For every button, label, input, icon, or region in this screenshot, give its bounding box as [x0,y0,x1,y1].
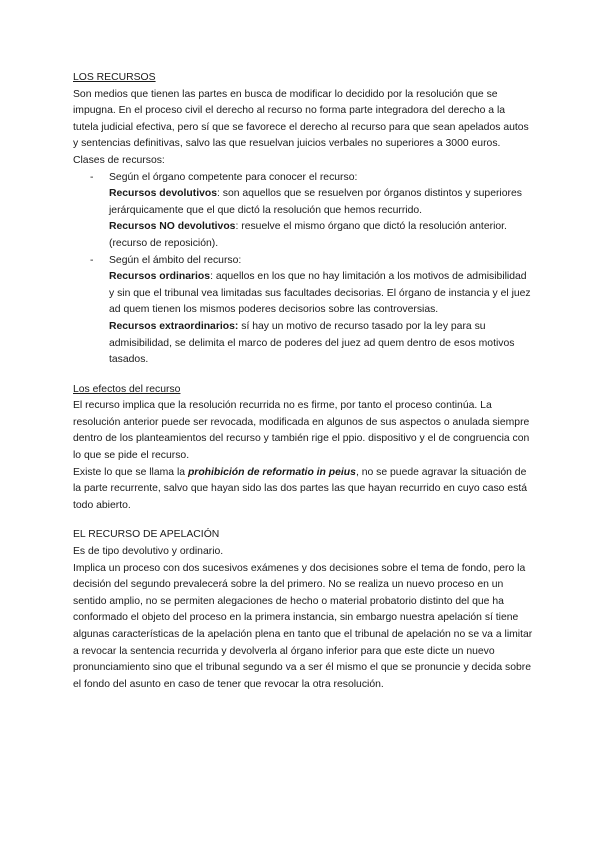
document-body [73,70,533,693]
recursos-intro: Son medios que tienen las partes en busca de modificar lo decidido por la resolución que se impugna. En el proceso civil el derecho al recurso no forma parte integradora del derecho a la tutela judicial efectiva, pero sí que se favorece el derecho al recurso para que sean apelados autos y sentencias definitivas, salvo las que resuelvan juicios verbales no superiores a 3000 euros. [73,88,529,150]
efectos-p2-pre: Existe lo que se llama la [73,466,188,478]
list-item-organo [73,170,533,187]
efectos-paragraph-2 [73,465,533,515]
section-recursos [73,70,533,369]
apelacion-paragraph-1: Es de tipo devolutivo y ordinario. [73,546,224,558]
section-efectos [73,382,533,515]
sub-item-ordinarios [73,269,533,319]
term-ordinarios: Recursos ordinarios [109,271,211,283]
def-no-devolutivos: : resuelve el mismo órgano que dictó la resolución anterior. (recurso de reposición). [109,221,507,249]
bullet-dash: - [90,254,94,266]
reformatio-term: prohibición de reformatio in peius [187,466,356,478]
list-item-ambito [73,253,533,270]
section-title-apelacion: EL RECURSO DE APELACIÓN [73,529,220,541]
section-title-recursos: LOS RECURSOS [73,72,156,83]
clases-label: Clases de recursos: [73,154,165,166]
list-item-label: Según el órgano competente para conocer el recurso: [109,171,358,183]
section-apelacion [73,527,533,693]
sub-item-extraordinarios [73,319,533,369]
spacer [73,514,533,527]
efectos-p2-post: , no se puede agravar la situación de la parte recurrente, salvo que hayan sido las dos partes las que hayan recurrido en cuyo caso está todo abierto. [73,466,527,511]
sub-item-devolutivos [73,186,533,219]
list-item-label: Según el ámbito del recurso: [109,254,242,266]
apelacion-paragraph-2: Implica un proceso con dos sucesivos exámenes y dos decisiones sobre el tema de fondo, pero la decisión del segundo prevalecerá sobre la del primero. No se realiza un nuevo proceso en un sentido amplio, no se permiten alegaciones de hecho o material probatorio distinto del que ha conformado el objeto del proceso en la primera instancia, sin embargo nuestra apelación sí tiene algunas características de la apelación plena en tanto que el tribunal de apelación no se va a limitar a revocar la sentencia recurrida y devolverla al órgano inferior para que este dicte un nuevo pronunciamiento sino que el tribunal segundo va a ser él mismo el que se pronuncie y decida sobre el fondo del asunto en caso de tener que revocar la otra resolución. [73,562,533,690]
spacer [73,369,533,382]
def-ordinarios: : aquellos en los que no hay limitación a los motivos de admisibilidad y sin que el tribunal vea limitadas sus facultades decisorias. El órgano de instancia y el juez ad quem tienen los mismos poderes decisorios sobre las controversias. [109,271,531,316]
bullet-dash: - [90,171,94,183]
efectos-paragraph-1: El recurso implica que la resolución recurrida no es firme, por tanto el proceso continúa. La resolución anterior puede ser revocada, modificada en algunos de sus aspectos o anulada siempre dentro de los planteamientos del recurso y también rige el ppio. dispositivo y el de congruencia con lo que se pide el recurso. [73,400,530,462]
section-title-efectos: Los efectos del recurso [73,383,181,395]
def-extraordinarios: sí hay un motivo de recurso tasado por la ley para su admisibilidad, se delimita el marco de poderes del juez ad quem dentro de esos motivos tasados. [109,320,515,366]
def-devolutivos: : son aquellos que se resuelven por órganos distintos y superiores jerárquicamente que el que dictó la resolución que hemos recurrido. [109,188,522,216]
term-no-devolutivos: Recursos NO devolutivos [109,221,236,233]
sub-item-no-devolutivos [73,219,533,252]
term-devolutivos: Recursos devolutivos [109,188,217,200]
term-extraordinarios: Recursos extraordinarios: [109,320,239,332]
